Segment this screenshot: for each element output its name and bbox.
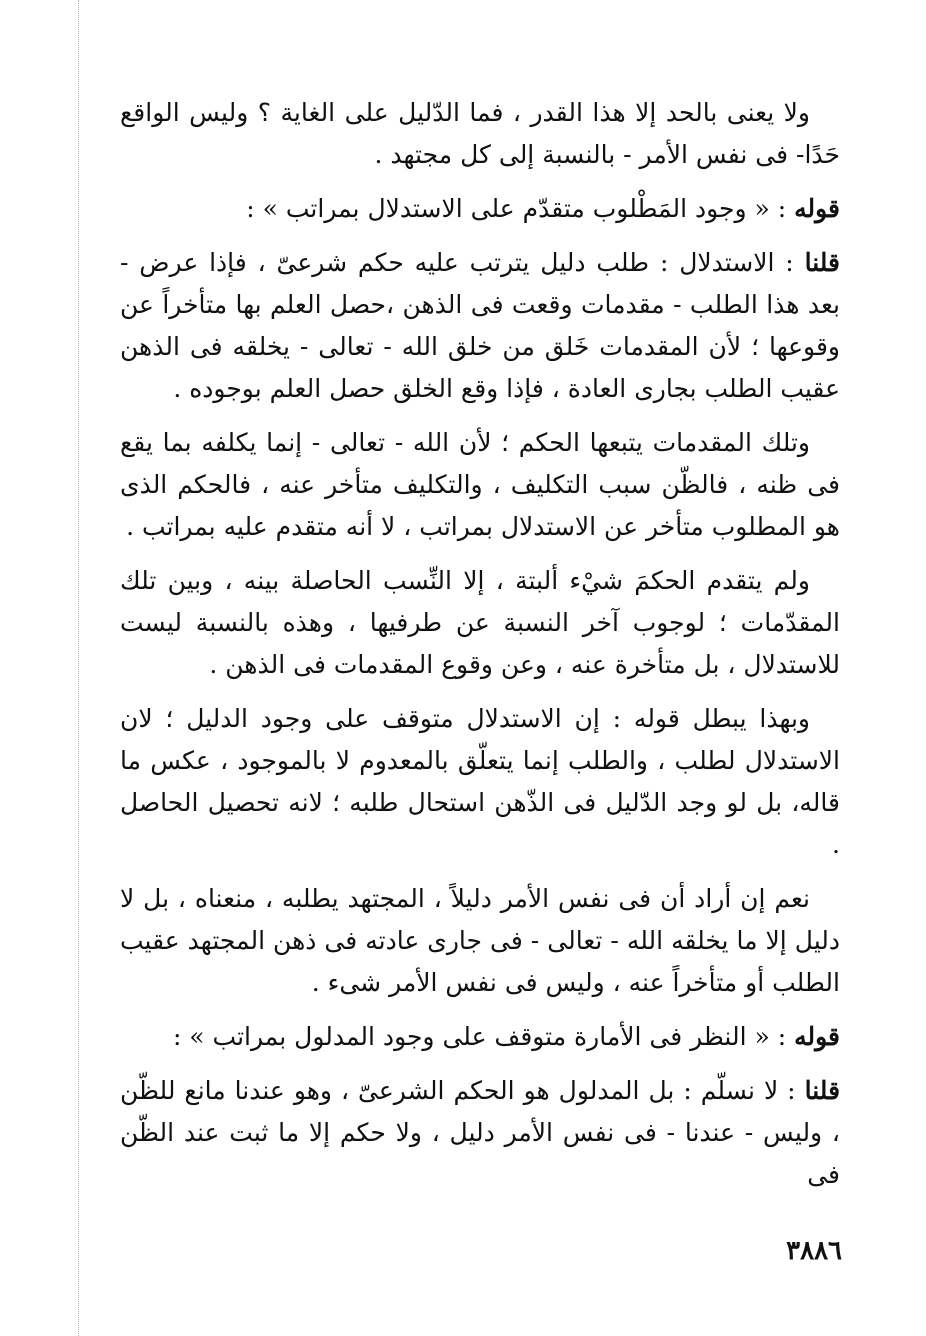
paragraph-text: وتلك المقدمات يتبعها الحكم ؛ لأن الله - تعالى - إنما يكلفه بما يقع فى ظنه ، فالظّن سبب التكليف ، والتكليف متأخر عنه ، فالحكم الذى هو المطلوب متأخر عن الاستدلال بمراتب ، لا أنه متقدم عليه بمراتب . [120,428,840,541]
paragraph-text: : « النظر فى الأمارة متوقف على وجود المدلول بمراتب » : [172,1022,787,1051]
body-text [120,92,840,1208]
paragraph-text: : الاستدلال : طلب دليل يترتب عليه حكم شرعىّ ، فإذا عرض - بعد هذا الطلب - مقدمات وقعت فى الذهن ،حصل العلم بها متأخراً عن وقوعها ؛ لأن المقدمات خَلق من خلق الله - تعالى - يخلقه فى الذهن عقيب الطلب بجارى العادة ، فإذا وقع الخلق حصل العلم بوجوده . [120,248,840,403]
paragraph-qulna [120,242,840,410]
paragraph-text: : لا نسلّم : بل المدلول هو الحكم الشرعىّ ، وهو عندنا مانع للظّن ، وليس - عندنا - فى نفس الأمر دليل ، ولا حكم إلا ما ثبت عند الظّن فى [120,1076,840,1189]
paragraph-text: ولم يتقدم الحكمَ شيْء ألبتة ، إلا النِّسب الحاصلة بينه ، وبين تلك المقدّمات ؛ لوجوب آخر النسبة عن طرفيها ، وهذه بالنسبة ليست للاستدلال ، بل متأخرة عنه ، وعن وقوع المقدمات فى الذهن . [120,566,840,679]
paragraph [120,422,840,548]
paragraph-qulna [120,1070,840,1196]
paragraph-lead: قلنا [804,1076,841,1105]
paragraph [120,698,840,866]
paragraph-lead: قلنا [804,248,840,277]
paragraph-qawluhu [120,188,840,230]
paragraph-lead: قوله [794,1022,840,1051]
paragraph-qawluhu [120,1016,840,1058]
binding-edge-line [78,0,79,1336]
paragraph-text: : « وجود المَطْلوب متقدّم على الاستدلال بمراتب » : [246,194,787,223]
paragraph [120,560,840,686]
paragraph [120,878,840,1004]
paragraph-lead: قوله [794,194,840,223]
page-number: ٣٨٨٦ [786,1236,842,1266]
paragraph-text: ولا يعنى بالحد إلا هذا القدر ، فما الدّليل على الغاية ؟ وليس الواقع حَدًا- فى نفس الأمر - بالنسبة إلى كل مجتهد . [120,98,840,169]
paragraph [120,92,840,176]
paragraph-text: وبهذا يبطل قوله : إن الاستدلال متوقف على وجود الدليل ؛ لان الاستدلال لطلب ، والطلب إنما يتعلّق بالمعدوم لا بالموجود ، عكس ما قاله، بل لو وجد الدّليل فى الذّهن استحال طلبه ؛ لانه تحصيل الحاصل . [120,704,840,859]
paragraph-text: نعم إن أراد أن فى نفس الأمر دليلاً ، المجتهد يطلبه ، منعناه ، بل لا دليل إلا ما يخلقه الله - تعالى - فى جارى عادته فى ذهن المجتهد عقيب الطلب أو متأخراً عنه ، وليس فى نفس الأمر شىء . [120,884,840,997]
